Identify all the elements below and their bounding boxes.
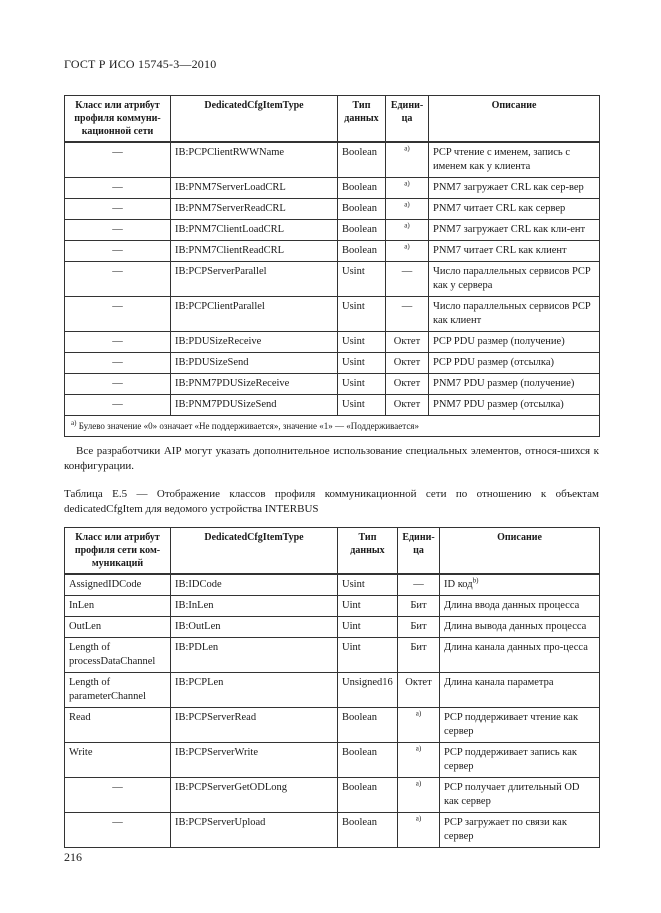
table-cell (386, 220, 429, 241)
cell-text: Октет (393, 399, 421, 410)
table-caption: Таблица Е.5 — Отображение классов профиля коммуникационной сети по отношению к объектам dedicatedCfgItem для ведомого устройства INTERBUS (64, 488, 599, 515)
table-cell (338, 199, 386, 220)
table-cell (398, 574, 440, 596)
cell-text: Usint (342, 357, 365, 368)
table-row (65, 813, 600, 848)
table-cell (429, 297, 600, 332)
cell-text: IB:PDUSizeSend (175, 357, 249, 368)
table-cell (440, 778, 600, 813)
table-cell (440, 673, 600, 708)
footnote-marker: a) (404, 179, 410, 188)
cell-text: Usint (342, 399, 365, 410)
footnote-marker: a) (415, 779, 422, 788)
cell-text: — (112, 203, 123, 214)
table-row (65, 708, 600, 743)
table-cell (171, 743, 338, 778)
table-row (65, 374, 600, 395)
cell-text: Boolean (342, 224, 377, 235)
cell-text: Число параллельных сервисов PCP как у сервера (433, 266, 591, 291)
cell-text: IB:PCPLen (175, 677, 224, 688)
table-row (65, 353, 600, 374)
cell-text: IB:PCPClientRWWName (175, 147, 285, 158)
table2-header-cell: Едини-ца (398, 528, 440, 575)
cell-text: AssignedIDCode (69, 579, 142, 590)
table-cell (171, 813, 338, 848)
table2-header-cell: DedicatedCfgItemType (171, 528, 338, 575)
cell-text: Бит (410, 642, 427, 653)
table1-header-cell: Класс или атрибут профиля коммуни-кационной сети (65, 96, 171, 143)
table-cell (65, 297, 171, 332)
table-cell (171, 638, 338, 673)
cell-text: Boolean (342, 747, 377, 758)
table-cell (65, 574, 171, 596)
cell-text: Октет (393, 357, 421, 368)
footnote-marker: a) (415, 709, 422, 718)
cell-text: — (112, 182, 123, 193)
table-cell (429, 199, 600, 220)
table-row (65, 241, 600, 262)
table-cell (65, 596, 171, 617)
table-cell (338, 574, 398, 596)
table-cell (429, 220, 600, 241)
table-row (65, 574, 600, 596)
table-cell (338, 353, 386, 374)
table-cell (338, 332, 386, 353)
table-cell (386, 142, 429, 178)
table-cell (65, 142, 171, 178)
cell-text: Длина вывода данных процесса (444, 621, 587, 632)
table-cell (171, 574, 338, 596)
cell-text: PCP поддерживает запись как сервер (444, 747, 577, 772)
table-cell (440, 617, 600, 638)
table-cell (386, 374, 429, 395)
cell-text: Октет (393, 378, 421, 389)
table-cell (171, 220, 338, 241)
table-row (65, 395, 600, 416)
cell-text: IB:PNM7PDUSizeSend (175, 399, 277, 410)
cell-text: Uint (342, 642, 361, 653)
cell-text: Boolean (342, 182, 377, 193)
table-cell (338, 241, 386, 262)
table-cell (386, 241, 429, 262)
cell-text: Usint (342, 266, 365, 277)
footnote-marker: a) (404, 242, 410, 251)
table-cell (65, 353, 171, 374)
table-cell (386, 178, 429, 199)
cell-text: — (112, 378, 123, 389)
cell-text: IB:InLen (175, 600, 214, 611)
footnote-marker: b) (472, 576, 479, 585)
table-cell (65, 374, 171, 395)
table-e5 (64, 527, 600, 848)
table-cell (65, 199, 171, 220)
cell-text: IB:PCPServerGetODLong (175, 782, 287, 793)
footnote-marker: a) (404, 200, 410, 209)
table-row (65, 596, 600, 617)
table-row (65, 673, 600, 708)
cell-text: IB:IDCode (175, 579, 222, 590)
cell-text: Длина канала данных про-цесса (444, 642, 588, 653)
cell-text: IB:PCPServerWrite (175, 747, 258, 758)
table-cell (338, 673, 398, 708)
cell-text: IB:PCPServerUpload (175, 817, 266, 828)
table-cell (65, 241, 171, 262)
cell-text: Length of processDataChannel (69, 642, 156, 667)
table-cell (386, 297, 429, 332)
table-cell (338, 297, 386, 332)
table-footnote-row (65, 416, 600, 437)
table-cell (171, 353, 338, 374)
cell-text: — (112, 147, 123, 158)
table2-header-cell: Класс или атрибут профиля сети ком-муникаций (65, 528, 171, 575)
cell-text: PCP PDU размер (отсылка) (433, 357, 555, 368)
cell-text: IB:PNM7ServerReadCRL (175, 203, 286, 214)
cell-text: Write (69, 747, 93, 758)
table-cell (429, 142, 600, 178)
cell-text: — (413, 579, 424, 590)
table1-header-row (65, 96, 600, 143)
table-row (65, 142, 600, 178)
table-cell (338, 395, 386, 416)
table-cell (440, 638, 600, 673)
cell-text: Boolean (342, 147, 377, 158)
table1-header-cell: Описание (429, 96, 600, 143)
table-cell (338, 596, 398, 617)
table-cell (398, 743, 440, 778)
cell-text: PCP чтение с именем, запись с именем как у клиента (433, 147, 570, 172)
table-cell (65, 673, 171, 708)
cell-text: Boolean (342, 712, 377, 723)
footnote-marker: a) (71, 419, 77, 427)
table-row (65, 778, 600, 813)
table-cell (171, 708, 338, 743)
table-cell (65, 743, 171, 778)
table-cell (338, 743, 398, 778)
cell-text: IB:PDUSizeReceive (175, 336, 262, 347)
cell-text: — (112, 399, 123, 410)
cell-text: Октет (393, 336, 421, 347)
table-cell (398, 708, 440, 743)
table-cell (440, 708, 600, 743)
table-cell (65, 813, 171, 848)
table-cell (429, 395, 600, 416)
table-cell (338, 617, 398, 638)
table-cell (386, 353, 429, 374)
table-cell (440, 596, 600, 617)
cell-text: — (401, 266, 413, 277)
cell-text: PCP поддерживает чтение как сервер (444, 712, 579, 737)
table-cell (65, 220, 171, 241)
table-cell (338, 813, 398, 848)
cell-text: IB:PCPClientParallel (175, 301, 265, 312)
table-cell (65, 262, 171, 297)
table-row (65, 199, 600, 220)
table-cell (65, 178, 171, 199)
table-cell (171, 596, 338, 617)
cell-text: IB:OutLen (175, 621, 221, 632)
footnote-text: Булево значение «0» означает «Не поддерживается», значение «1» — «Поддерживается» (76, 421, 419, 431)
table-cell (65, 638, 171, 673)
cell-text: IB:PDLen (175, 642, 219, 653)
table-cell (171, 673, 338, 708)
cell-text: — (112, 782, 123, 793)
table-cell (429, 332, 600, 353)
cell-text: Boolean (342, 782, 377, 793)
footnote-marker: a) (404, 221, 410, 230)
table-cell (398, 638, 440, 673)
table-cell (386, 395, 429, 416)
cell-text: IB:PNM7ServerLoadCRL (175, 182, 286, 193)
table-cell (171, 332, 338, 353)
cell-text: Бит (410, 621, 427, 632)
table-cell (429, 178, 600, 199)
table-cell (338, 262, 386, 297)
table-cell (65, 708, 171, 743)
table-cell (338, 708, 398, 743)
cell-text: Read (69, 712, 91, 723)
table-cell (398, 617, 440, 638)
cell-text: Usint (342, 336, 365, 347)
table-profile-classes-continued (64, 95, 600, 437)
cell-text: PCP PDU размер (получение) (433, 336, 565, 347)
table-cell (65, 332, 171, 353)
table-row (65, 332, 600, 353)
table-cell (338, 778, 398, 813)
table2-header-row (65, 528, 600, 575)
footnote-marker: a) (415, 814, 422, 823)
table-cell (65, 778, 171, 813)
table2-header-cell: Тип данных (338, 528, 398, 575)
cell-text: PNM7 PDU размер (получение) (433, 378, 575, 389)
cell-text: IB:PNM7ClientLoadCRL (175, 224, 285, 235)
table-cell (398, 778, 440, 813)
cell-text: IB:PNM7PDUSizeReceive (175, 378, 290, 389)
table-cell (171, 178, 338, 199)
cell-text: — (112, 301, 123, 312)
cell-text: PNM7 загружает CRL как сер-вер (433, 182, 584, 193)
table-cell (386, 199, 429, 220)
table-cell (338, 374, 386, 395)
table-cell (398, 813, 440, 848)
cell-text: IB:PCPServerRead (175, 712, 257, 723)
cell-text: Usint (342, 301, 365, 312)
cell-text: Бит (410, 600, 427, 611)
table-cell (171, 297, 338, 332)
cell-text: — (112, 245, 123, 256)
cell-text: PNM7 загружает CRL как кли-ент (433, 224, 586, 235)
table-cell (386, 262, 429, 297)
cell-text: Boolean (342, 245, 377, 256)
table-cell (429, 241, 600, 262)
table-cell (429, 262, 600, 297)
cell-text: Boolean (342, 203, 377, 214)
table-cell (338, 638, 398, 673)
cell-text: Boolean (342, 817, 377, 828)
cell-text: ID код (444, 579, 473, 590)
cell-text: Длина канала параметра (444, 677, 554, 688)
table-cell (171, 199, 338, 220)
cell-text: — (112, 266, 123, 277)
table-row (65, 617, 600, 638)
cell-text: — (112, 817, 123, 828)
cell-text: — (112, 224, 123, 235)
table-cell (171, 395, 338, 416)
cell-text: PNM7 читает CRL как клиент (433, 245, 567, 256)
cell-text: Length of parameterChannel (69, 677, 146, 702)
cell-text: Uint (342, 600, 361, 611)
table-cell (429, 374, 600, 395)
cell-text: Длина ввода данных процесса (444, 600, 580, 611)
table-cell (338, 178, 386, 199)
cell-text: — (112, 357, 123, 368)
cell-text: Число параллельных сервисов PCP как клиент (433, 301, 591, 326)
table-cell (386, 332, 429, 353)
table1-header-cell: Едини-ца (386, 96, 429, 143)
table-cell (440, 743, 600, 778)
document-header: ГОСТ Р ИСО 15745-3—2010 (64, 57, 217, 71)
table-cell (171, 241, 338, 262)
table-row (65, 743, 600, 778)
footnote-marker: a) (404, 144, 410, 153)
cell-text: PNM7 читает CRL как сервер (433, 203, 566, 214)
cell-text: IB:PNM7ClientReadCRL (175, 245, 285, 256)
table-cell (65, 617, 171, 638)
table-row (65, 178, 600, 199)
table1-header-cell: DedicatedCfgItemType (171, 96, 338, 143)
cell-text: — (112, 336, 123, 347)
table-cell (338, 220, 386, 241)
cell-text: Uint (342, 621, 361, 632)
table-cell (440, 574, 600, 596)
cell-text: Usint (342, 579, 365, 590)
cell-text: InLen (69, 600, 95, 611)
table-cell (338, 142, 386, 178)
table-cell (171, 778, 338, 813)
table-row (65, 638, 600, 673)
cell-text: IB:PCPServerParallel (175, 266, 267, 277)
table-row (65, 262, 600, 297)
cell-text: Usint (342, 378, 365, 389)
page-number: 216 (64, 850, 82, 864)
footnote-marker: a) (415, 744, 422, 753)
table2-header-cell: Описание (440, 528, 600, 575)
cell-text: PCP загружает по связи как сервер (444, 817, 567, 842)
paragraph-text: Все разработчики AIP могут указать дополнительное использование специальных элементов, относя-шихся к конфигурации. (64, 445, 599, 472)
table-cell (398, 673, 440, 708)
table1-header-cell: Тип данных (338, 96, 386, 143)
table-cell (440, 813, 600, 848)
table-cell (171, 617, 338, 638)
cell-text: PCP получает длительный OD как сервер (444, 782, 580, 807)
cell-text: OutLen (69, 621, 102, 632)
cell-text: PNM7 PDU размер (отсылка) (433, 399, 564, 410)
cell-text: Unsigned16 (342, 677, 393, 688)
cell-text: Октет (405, 677, 432, 688)
cell-text: — (401, 301, 413, 312)
table-cell (171, 374, 338, 395)
table-cell (171, 142, 338, 178)
table-cell (429, 353, 600, 374)
table-cell (65, 395, 171, 416)
table-cell (398, 596, 440, 617)
table-footnote (65, 416, 600, 437)
table-row (65, 297, 600, 332)
table-row (65, 220, 600, 241)
table-cell (171, 262, 338, 297)
